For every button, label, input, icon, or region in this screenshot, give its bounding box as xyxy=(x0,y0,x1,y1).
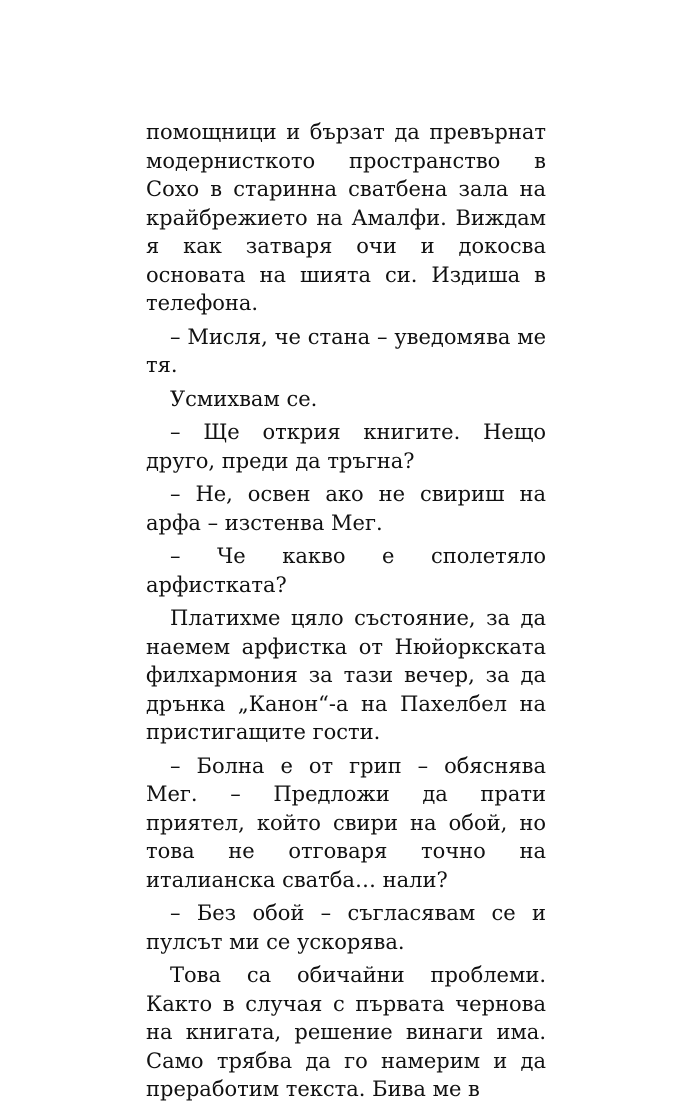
paragraph: – Ще открия книгите. Нещо друго, преди да тръгна? xyxy=(146,420,546,473)
paragraph: Това са обичайни проблеми. Както в случая с първата чернова на книгата, решение винаги има. Само трябва да го намерим и да преработим текста. Бива ме в xyxy=(146,963,546,1101)
paragraph: Усмихвам се. xyxy=(170,386,318,411)
paragraph: – Болна е от грип – обяснява Мег. – Предложи да прати приятел, който свири на обой, но това не отговаря точно на италианска сватба… нали? xyxy=(146,753,546,892)
page-text xyxy=(146,118,546,1109)
paragraph: Платихме цяло състояние, за да наемем арфистка от Нюйоркската филхармония за тази вечер, за да дрънка „Канон“-а на Пахелбел на пристигащите гости. xyxy=(146,606,546,744)
paragraph: – Мисля, че стана – уведомява ме тя. xyxy=(146,324,546,377)
paragraph: – Че какво е сполетяло арфистката? xyxy=(146,544,546,597)
paragraph: – Без обой – съгласявам се и пулсът ми се ускорява. xyxy=(146,901,546,954)
paragraph: помощници и бързат да превърнат модернисткото пространство в Сохо в старинна сватбена зала на крайбрежието на Амалфи. Виждам я как затваря очи и докосва основата на шията си. Издиша в телефона. xyxy=(146,120,546,315)
paragraph: – Не, освен ако не свириш на арфа – изстенва Мег. xyxy=(146,482,546,535)
